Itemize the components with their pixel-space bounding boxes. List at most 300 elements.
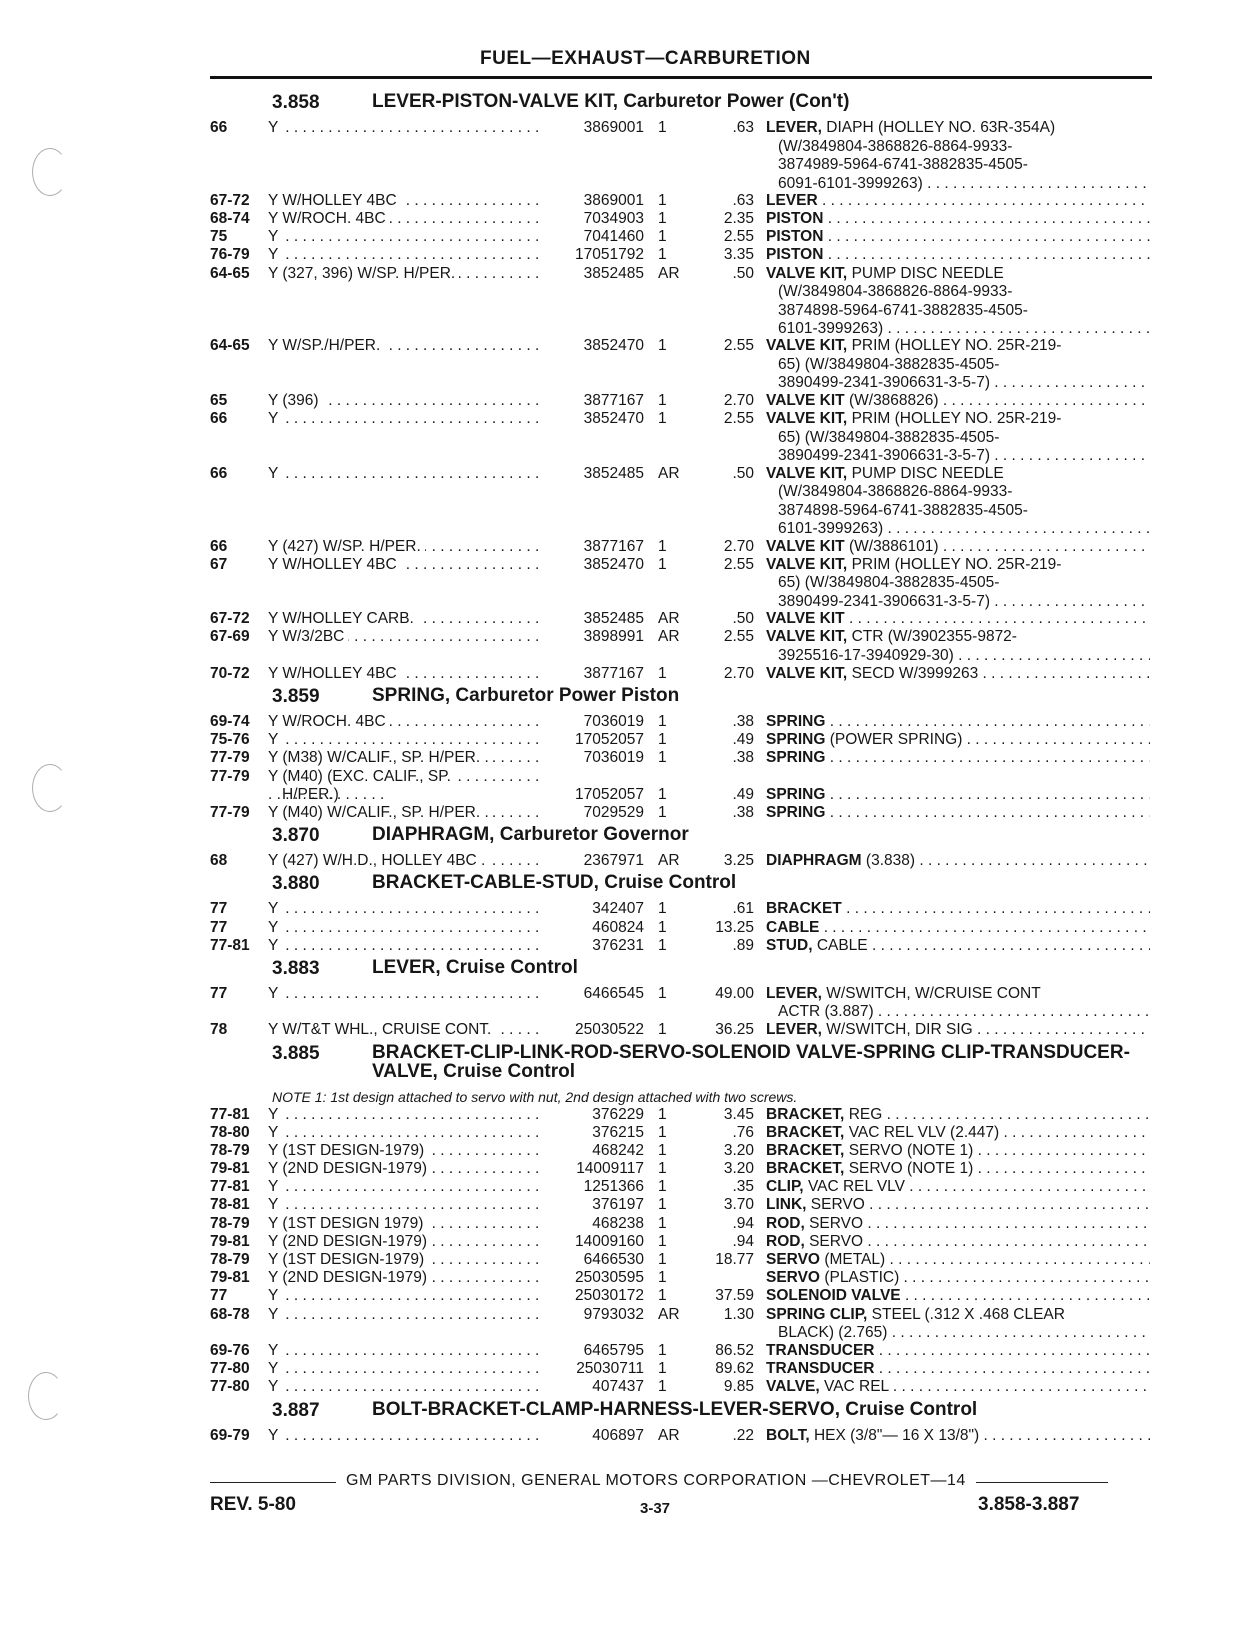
year-range: 77-81 (210, 1178, 250, 1196)
part-name: SPRING (766, 731, 826, 749)
model-text: Y W/3/2BC (268, 628, 348, 645)
description-text: PRIM (HOLLEY NO. 25R-219- (851, 410, 1062, 428)
description-text: BLACK) (2.765) (778, 1324, 888, 1342)
part-row (210, 1123, 1162, 1141)
quantity: 1 (658, 228, 667, 246)
section-title-sub: Carburetor Power (Con't) (617, 91, 850, 112)
price: 2.55 (723, 337, 754, 355)
parts-listing (210, 88, 1162, 1444)
part-description (766, 337, 1150, 393)
model-spec (268, 1196, 540, 1215)
year-range: 76-79 (210, 246, 250, 264)
part-description (766, 1160, 1150, 1179)
year-range: 77 (210, 984, 228, 1002)
part-description (766, 786, 1150, 805)
part-row (210, 730, 1162, 748)
section-title (372, 873, 1152, 892)
section-title-main: BRACKET-CLIP-LINK-ROD-SERVO-SOLENOID VALVE-SPRING CLIP-TRANSDUCER-VALVE, (372, 1041, 1130, 1082)
section-title-main: DIAPHRAGM, (372, 824, 495, 846)
part-number: 17051792 (575, 246, 644, 264)
model-text: Y (427) W/H.D., HOLLEY 4BC . (268, 852, 489, 869)
price: .63 (732, 191, 754, 209)
description-text: STEEL (.312 X .468 CLEAR (871, 1305, 1065, 1323)
part-number: 25030522 (575, 1021, 644, 1039)
description-text: 3890499-2341-3906631-3-5-7) (778, 447, 990, 465)
model-text: Y (327, 396) W/SP. H/PER. (268, 265, 459, 282)
model-spec (268, 985, 540, 1004)
model-spec (268, 228, 540, 247)
model-spec (268, 1160, 540, 1179)
section-title-main: LEVER-PISTON-VALVE KIT, (372, 91, 618, 112)
part-row (210, 1214, 1162, 1232)
model-spec (268, 713, 540, 732)
description-text: SERVO (NOTE 1) (848, 1160, 974, 1178)
year-range: 69-76 (210, 1341, 250, 1359)
section-number: 3.880 (272, 873, 320, 895)
part-description (766, 119, 1150, 193)
model-spec (268, 900, 540, 919)
part-number: 3869001 (583, 191, 644, 209)
model-text: Y (M40) W/CALIF., SP. H/PER. . (268, 804, 493, 821)
description-text: REG (848, 1105, 883, 1123)
description-line (766, 302, 1150, 321)
quantity: 1 (658, 749, 667, 767)
year-range: 70-72 (210, 664, 250, 682)
quantity: 1 (658, 1360, 667, 1378)
section-title-main: SPRING, (372, 685, 451, 707)
model-text: Y (2ND DESIGN-1979) (268, 1160, 431, 1177)
price: 2.55 (723, 555, 754, 573)
part-name: TRANSDUCER (766, 1341, 875, 1359)
quantity: 1 (658, 191, 667, 209)
part-name: BRACKET, (766, 1141, 845, 1159)
part-description (766, 665, 1150, 684)
part-row (210, 1232, 1162, 1250)
part-description (766, 465, 1150, 539)
quantity: 1 (658, 713, 667, 731)
part-row (210, 1359, 1162, 1377)
part-description (766, 210, 1150, 229)
part-number: 3852470 (583, 410, 644, 428)
price: .38 (732, 804, 754, 822)
model-spec (268, 1021, 540, 1040)
description-text: 3925516-17-3940929-30) (778, 646, 954, 664)
quantity: 1 (658, 731, 667, 749)
price: .49 (732, 785, 754, 803)
model-spec (268, 1427, 540, 1446)
model-spec (268, 1215, 540, 1234)
part-number: 468238 (592, 1214, 644, 1232)
part-number: 376197 (592, 1196, 644, 1214)
description-line (766, 265, 1150, 284)
model-text: Y W/SP./H/PER. (268, 337, 384, 354)
section-title-sub: Cruise Control (598, 872, 737, 894)
price: .76 (732, 1123, 754, 1141)
description-text: (W/3849804-3868826-8864-9933- (778, 483, 1013, 501)
model-text: Y (427) W/SP. H/PER. (268, 538, 425, 555)
model-spec (268, 919, 540, 938)
price: 1.30 (723, 1305, 754, 1323)
quantity: 1 (658, 1214, 667, 1232)
part-number: 7034903 (583, 209, 644, 227)
part-name: VALVE KIT, (766, 555, 848, 573)
section-heading (210, 1039, 1162, 1089)
part-row (210, 748, 1162, 766)
section-number: 3.859 (272, 686, 320, 708)
description-text: PUMP DISC NEEDLE (851, 264, 1004, 282)
part-row (210, 464, 1162, 537)
quantity: 1 (658, 209, 667, 227)
part-row (210, 1341, 1162, 1359)
part-name: LEVER (766, 191, 818, 209)
price: 3.70 (723, 1196, 754, 1214)
description-text: W/SWITCH, DIR SIG (826, 1021, 973, 1039)
section-title (372, 1400, 1152, 1419)
description-line (766, 246, 1150, 265)
part-name: VALVE KIT, (766, 264, 848, 282)
description-text: CTR (W/3902355-9872- (851, 628, 1017, 646)
price: 36.25 (715, 1021, 754, 1039)
model-spec (268, 749, 540, 768)
section-number: 3.858 (272, 92, 320, 113)
page-header: FUEL—EXHAUST—CARBURETION (480, 48, 811, 69)
description-text: VAC REL (824, 1378, 889, 1396)
year-range: 66 (210, 464, 228, 482)
model-spec (268, 852, 540, 871)
page-number: 3-37 (640, 1500, 671, 1517)
part-number: 6466530 (583, 1251, 644, 1269)
part-name: VALVE KIT (766, 537, 845, 555)
year-range: 67-69 (210, 628, 250, 646)
part-row (210, 118, 1162, 191)
model-text: Y (268, 1360, 282, 1377)
quantity: 1 (658, 900, 667, 918)
description-line (766, 804, 1150, 823)
quantity: 1 (658, 555, 667, 573)
section-number: 3.887 (272, 1399, 320, 1421)
year-range: 78-81 (210, 1196, 250, 1214)
description-text: W/SWITCH, W/CRUISE CONT (826, 984, 1041, 1002)
part-name: SPRING (766, 749, 826, 767)
part-row (210, 609, 1162, 627)
part-row (210, 1020, 1162, 1038)
price: 86.52 (715, 1341, 754, 1359)
quantity: 1 (658, 1021, 667, 1039)
part-number: 6465795 (583, 1341, 644, 1359)
part-number: 376215 (592, 1123, 644, 1141)
quantity: AR (658, 628, 680, 646)
model-spec (268, 1251, 540, 1270)
part-number: 2367971 (583, 852, 644, 870)
part-name: SERVO (766, 1251, 820, 1269)
part-row (210, 227, 1162, 245)
model-spec (268, 392, 540, 411)
year-range: 79-81 (210, 1269, 250, 1287)
description-line (766, 483, 1150, 502)
description-text: PRIM (HOLLEY NO. 25R-219- (851, 555, 1062, 573)
description-line (766, 429, 1150, 448)
quantity: 1 (658, 1160, 667, 1178)
part-name: VALVE KIT (766, 391, 845, 409)
part-row (210, 209, 1162, 227)
section-title (372, 92, 1152, 111)
part-row (210, 936, 1162, 954)
description-line (766, 210, 1150, 229)
section-number: 3.870 (272, 825, 320, 847)
quantity: 1 (658, 1178, 667, 1196)
model-text: Y (1ST DESIGN-1979) (268, 1142, 428, 1159)
part-name: TRANSDUCER (766, 1360, 875, 1378)
year-range: 79-81 (210, 1232, 250, 1250)
section-title-main: BRACKET-CABLE-STUD, (372, 872, 599, 894)
description-text: PRIM (HOLLEY NO. 25R-219- (851, 337, 1062, 355)
section-heading (210, 682, 1162, 712)
description-line (766, 192, 1150, 211)
model-spec (268, 665, 540, 684)
model-text: Y W/ROCH. 4BC (268, 713, 390, 730)
part-description (766, 852, 1150, 871)
part-row (210, 264, 1162, 337)
description-line (766, 1178, 1150, 1197)
part-description (766, 713, 1150, 732)
part-row (210, 767, 1162, 803)
model-text: Y (268, 1178, 282, 1195)
model-spec (268, 937, 540, 956)
part-number: 406897 (592, 1426, 644, 1444)
part-name: SPRING (766, 713, 826, 731)
description-text: 3874898-5964-6741-3882835-4505- (778, 501, 1028, 519)
part-number: 3852485 (583, 610, 644, 628)
quantity: 1 (658, 119, 667, 136)
year-range: 66 (210, 537, 228, 555)
description-line (766, 1021, 1150, 1040)
price: .38 (732, 713, 754, 731)
quantity: 1 (658, 1341, 667, 1359)
year-range: 77-81 (210, 936, 250, 954)
binder-hole (28, 1372, 64, 1420)
description-line (766, 1378, 1150, 1397)
part-name: LEVER, (766, 119, 822, 136)
part-name: ROD, (766, 1232, 805, 1250)
description-line (766, 392, 1150, 411)
part-row (210, 984, 1162, 1020)
part-number: 3852470 (583, 337, 644, 355)
model-spec (268, 628, 540, 647)
price: 37.59 (715, 1287, 754, 1305)
part-number: 25030711 (576, 1360, 644, 1378)
description-text: DIAPH (HOLLEY NO. 63R-354A) (826, 119, 1056, 136)
quantity: 1 (658, 918, 667, 936)
description-line (766, 1142, 1150, 1161)
part-number: 376229 (592, 1105, 644, 1123)
quantity: 1 (658, 410, 667, 428)
description-text: 65) (W/3849804-3882835-4505- (778, 355, 1000, 373)
part-row (210, 191, 1162, 209)
model-spec (268, 1233, 540, 1252)
description-line (766, 1215, 1150, 1234)
section-note: NOTE 1: 1st design attached to servo with nut, 2nd design attached with two screws. (272, 1088, 798, 1105)
description-line (766, 713, 1150, 732)
part-row (210, 627, 1162, 663)
description-line (766, 1160, 1150, 1179)
part-number: 7029529 (583, 804, 644, 822)
part-number: 14009160 (575, 1232, 644, 1250)
price: .50 (732, 264, 754, 282)
description-text: 6101-3999263) (778, 320, 884, 338)
model-spec (268, 1378, 540, 1397)
description-line (766, 610, 1150, 629)
part-description (766, 1269, 1150, 1288)
section-title (372, 1043, 1152, 1081)
price: 3.45 (723, 1105, 754, 1123)
year-range: 78-79 (210, 1251, 250, 1269)
part-name: ROD, (766, 1214, 805, 1232)
part-description (766, 228, 1150, 247)
model-text: Y (2ND DESIGN-1979) (268, 1233, 431, 1250)
description-text: SERVO (809, 1232, 864, 1250)
description-text: SERVO (810, 1196, 865, 1214)
section-heading (210, 88, 1162, 118)
description-line (766, 538, 1150, 557)
year-range: 68-74 (210, 209, 250, 227)
part-name: PISTON (766, 246, 824, 264)
description-text: (W/3886101) (848, 537, 939, 555)
part-number: 1251366 (583, 1178, 644, 1196)
part-description (766, 538, 1150, 557)
part-description (766, 1178, 1150, 1197)
part-name: CLIP, (766, 1178, 804, 1196)
description-line (766, 119, 1150, 138)
year-range: 69-74 (210, 713, 250, 731)
description-line (766, 337, 1150, 356)
quantity: 1 (658, 1251, 667, 1269)
year-range: 77-79 (210, 804, 250, 822)
description-text: VAC REL VLV (2.447) (848, 1123, 1000, 1141)
section-number: 3.883 (272, 957, 320, 979)
part-description (766, 246, 1150, 265)
part-description (766, 392, 1150, 411)
part-row (210, 1195, 1162, 1213)
model-spec (268, 768, 540, 805)
year-range: 75 (210, 228, 228, 246)
part-description (766, 265, 1150, 339)
price: 3.20 (723, 1160, 754, 1178)
year-range: 78 (210, 1021, 228, 1039)
part-description (766, 804, 1150, 823)
part-row (210, 1286, 1162, 1304)
description-line (766, 502, 1150, 521)
description-line (766, 1269, 1150, 1288)
description-text: 3874989-5964-6741-3882835-4505- (778, 156, 1028, 173)
part-name: VALVE KIT, (766, 337, 848, 355)
part-number: 3898991 (583, 628, 644, 646)
description-line (766, 647, 1150, 666)
quantity: 1 (658, 537, 667, 555)
section-title (372, 825, 1152, 844)
description-text: 65) (W/3849804-3882835-4505- (778, 574, 1000, 592)
part-description (766, 1342, 1150, 1361)
year-range: 77-81 (210, 1105, 250, 1123)
description-line (766, 138, 1150, 157)
quantity: 1 (658, 1269, 667, 1287)
model-text: Y (396) (268, 392, 323, 409)
description-text: PUMP DISC NEEDLE (851, 464, 1004, 482)
section-range: 3.858-3.887 (978, 1494, 1080, 1515)
year-range: 64-65 (210, 264, 250, 282)
part-number: 3877167 (583, 391, 644, 409)
description-line (766, 1106, 1150, 1125)
part-row (210, 918, 1162, 936)
model-spec (268, 410, 540, 429)
description-text: (W/3849804-3868826-8864-9933- (778, 283, 1013, 301)
part-number: 3877167 (583, 664, 644, 682)
year-range: 64-65 (210, 337, 250, 355)
description-text: ACTR (3.887) (778, 1003, 874, 1021)
price: .94 (732, 1214, 754, 1232)
part-name: PISTON (766, 209, 824, 227)
quantity: 1 (658, 664, 667, 682)
price: .94 (732, 1232, 754, 1250)
part-row (210, 391, 1162, 409)
description-line (766, 356, 1150, 375)
part-description (766, 1360, 1150, 1379)
part-name: BRACKET, (766, 1160, 845, 1178)
year-range: 77-80 (210, 1360, 250, 1378)
price: 89.62 (715, 1360, 754, 1378)
part-row (210, 1426, 1162, 1444)
year-range: 67-72 (210, 610, 250, 628)
model-text: Y (M40) (EXC. CALIF., SP. (268, 768, 455, 785)
part-number: 407437 (592, 1378, 644, 1396)
part-name: STUD, (766, 936, 813, 954)
section-title-sub: Carburetor Power Piston (450, 685, 680, 707)
price: .38 (732, 749, 754, 767)
section-title-main: BOLT-BRACKET-CLAMP-HARNESS-LEVER-SERVO, (372, 1398, 840, 1420)
year-range: 79-81 (210, 1160, 250, 1178)
part-name: DIAPHRAGM (766, 852, 862, 870)
quantity: 1 (658, 1287, 667, 1305)
footer-rule (976, 1482, 1108, 1483)
quantity: 1 (658, 984, 667, 1002)
price: 2.70 (723, 537, 754, 555)
description-line (766, 228, 1150, 247)
year-range: 66 (210, 410, 228, 428)
part-row (210, 409, 1162, 464)
price: 13.25 (715, 918, 754, 936)
part-row (210, 899, 1162, 917)
price: .49 (732, 731, 754, 749)
quantity: AR (658, 852, 680, 870)
part-description (766, 1378, 1150, 1397)
part-description (766, 900, 1150, 919)
quantity: 1 (658, 785, 667, 803)
part-description (766, 1287, 1150, 1306)
model-spec (268, 119, 540, 138)
part-description (766, 1233, 1150, 1252)
model-text: Y (268, 1378, 282, 1395)
description-line (766, 156, 1150, 175)
price: 9.85 (723, 1378, 754, 1396)
model-text: Y W/HOLLEY 4BC (268, 556, 401, 573)
quantity: 1 (658, 1141, 667, 1159)
section-title-sub: Cruise Control (839, 1398, 978, 1420)
description-text: 65) (W/3849804-3882835-4505- (778, 428, 1000, 446)
price: 2.55 (723, 410, 754, 428)
model-text: Y (268, 985, 282, 1002)
description-text: (METAL) (824, 1251, 886, 1269)
model-text: Y (268, 1287, 282, 1304)
description-line (766, 985, 1150, 1004)
